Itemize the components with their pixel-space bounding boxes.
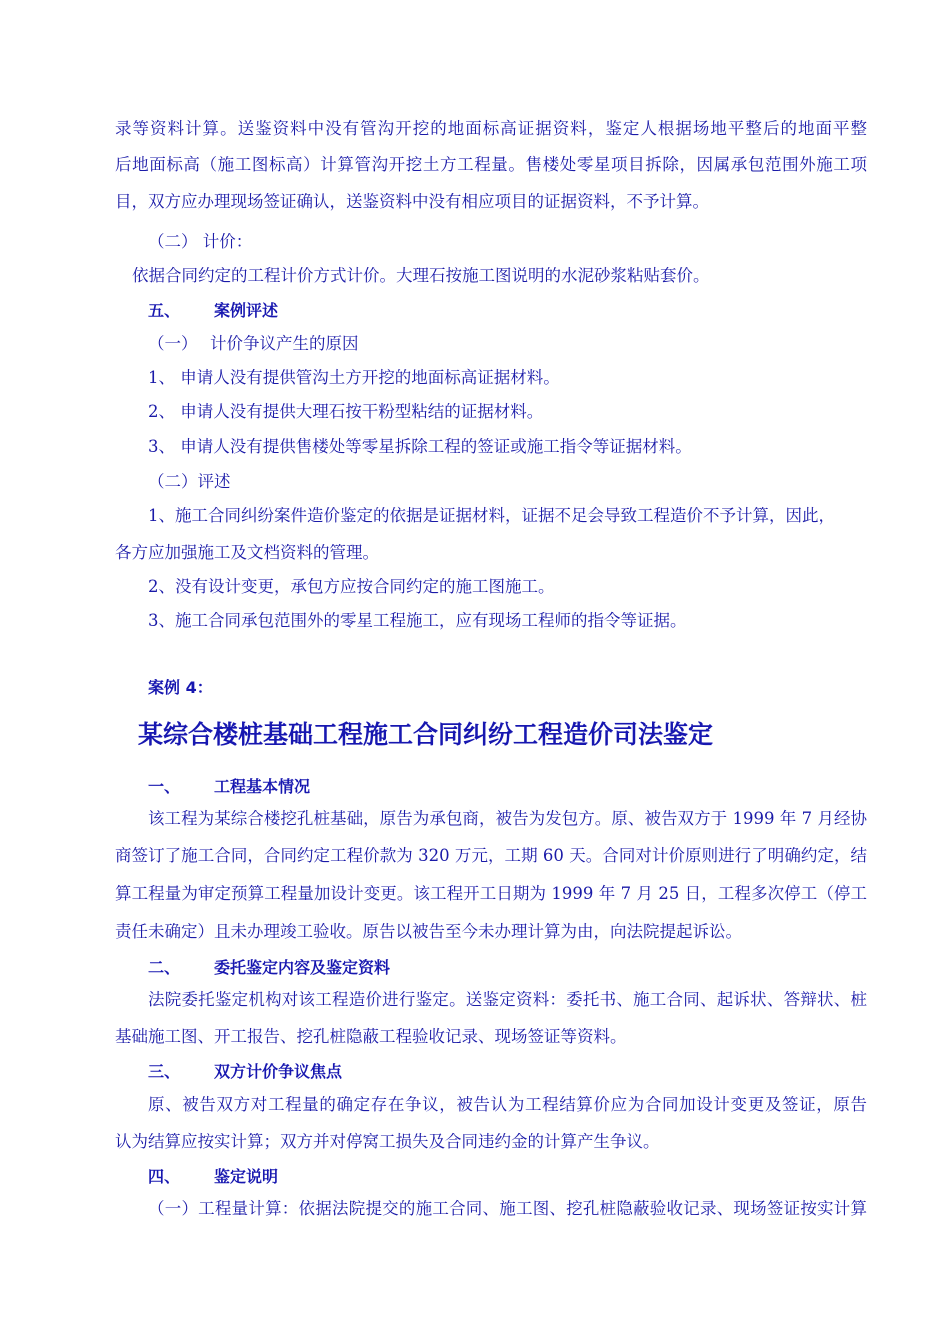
paragraph-line: 后地面标高（施工图标高）计算管沟开挖土方工程量。售楼处零星项目拆除，因属承包范围外施工项 (115, 155, 867, 174)
section-number: 三、 (148, 1062, 181, 1081)
paragraph-line: 基础施工图、开工报告、挖孔桩隐蔽工程验收记录、现场签证等资料。 (115, 1027, 627, 1046)
section-number: 四、 (148, 1167, 181, 1186)
section-heading-2 (148, 957, 900, 979)
paragraph-line: 商签订了施工合同，合同约定工程价款为 320 万元，工期 60 天。合同对计价原则进行了明确约定，结 (115, 846, 867, 865)
list-item: 2、没有设计变更，承包方应按合同约定的施工图施工。 (148, 577, 555, 596)
case-label: 案例 4： (148, 678, 213, 697)
subheading-review: （二）评述 (148, 472, 231, 491)
paragraph-line: 录等资料计算。送鉴资料中没有管沟开挖的地面标高证据资料，鉴定人根据场地平整后的地面平整 (115, 119, 867, 138)
section-heading-1 (148, 776, 900, 798)
list-item: 3、 申请人没有提供售楼处等零星拆除工程的签证或施工指令等证据材料。 (148, 437, 692, 456)
section-title: 委托鉴定内容及鉴定资料 (214, 958, 391, 977)
paragraph-line: 认为结算应按实计算；双方并对停窝工损失及合同违约金的计算产生争议。 (115, 1132, 660, 1151)
paragraph-line: 算工程量为审定预算工程量加设计变更。该工程开工日期为 1999 年 7 月 25 日，工程多次停工（停工 (115, 884, 867, 903)
paragraph-line: 该工程为某综合楼挖孔桩基础，原告为承包商，被告为发包方。原、被告双方于 1999 年 7 月经协 (148, 809, 867, 828)
subheading-title: 计价争议产生的原因 (210, 334, 359, 353)
paragraph-line: 1、施工合同纠纷案件造价鉴定的依据是证据材料，证据不足会导致工程造价不予计算，因此， (148, 506, 835, 525)
paragraph-line: 各方应加强施工及文档资料的管理。 (115, 543, 379, 562)
paragraph-line: 责任未确定）且未办理竣工验收。原告以被告至今未办理计算为由，向法院提起诉讼。 (115, 922, 742, 941)
section-heading-4 (148, 1166, 900, 1188)
section-heading-3 (148, 1061, 900, 1083)
subheading-dispute-causes (148, 333, 900, 355)
section-number: 一、 (148, 777, 181, 796)
section-title: 案例评述 (214, 301, 279, 320)
subheading-pricing: （二） 计价： (148, 232, 253, 251)
paragraph-line: 原、被告双方对工程量的确定存在争议，被告认为工程结算价应为合同加设计变更及签证，原告 (148, 1095, 867, 1114)
paragraph-line: （一）工程量计算：依据法院提交的施工合同、施工图、挖孔桩隐蔽验收记录、现场签证按实计算 (148, 1199, 867, 1218)
section-title: 鉴定说明 (214, 1167, 279, 1186)
section-number: 二、 (148, 958, 181, 977)
case-title: 某综合楼桩基础工程施工合同纠纷工程造价司法鉴定 (138, 720, 714, 749)
section-title: 双方计价争议焦点 (214, 1062, 343, 1081)
paragraph-line: 依据合同约定的工程计价方式计价。大理石按施工图说明的水泥砂浆粘贴套价。 (132, 266, 710, 285)
subheading-number: （一） (148, 334, 198, 353)
section-number: 五、 (148, 301, 181, 320)
paragraph-line: 目，双方应办理现场签证确认，送鉴资料中没有相应项目的证据资料，不予计算。 (115, 192, 709, 211)
list-item: 3、施工合同承包范围外的零星工程施工，应有现场工程师的指令等证据。 (148, 611, 687, 630)
list-item: 2、 申请人没有提供大理石按干粉型粘结的证据材料。 (148, 402, 544, 421)
section-heading-5 (148, 300, 900, 322)
section-title: 工程基本情况 (214, 777, 311, 796)
paragraph-line: 法院委托鉴定机构对该工程造价进行鉴定。送鉴定资料：委托书、施工合同、起诉状、答辩状、桩 (148, 990, 867, 1009)
list-item: 1、 申请人没有提供管沟土方开挖的地面标高证据材料。 (148, 368, 560, 387)
